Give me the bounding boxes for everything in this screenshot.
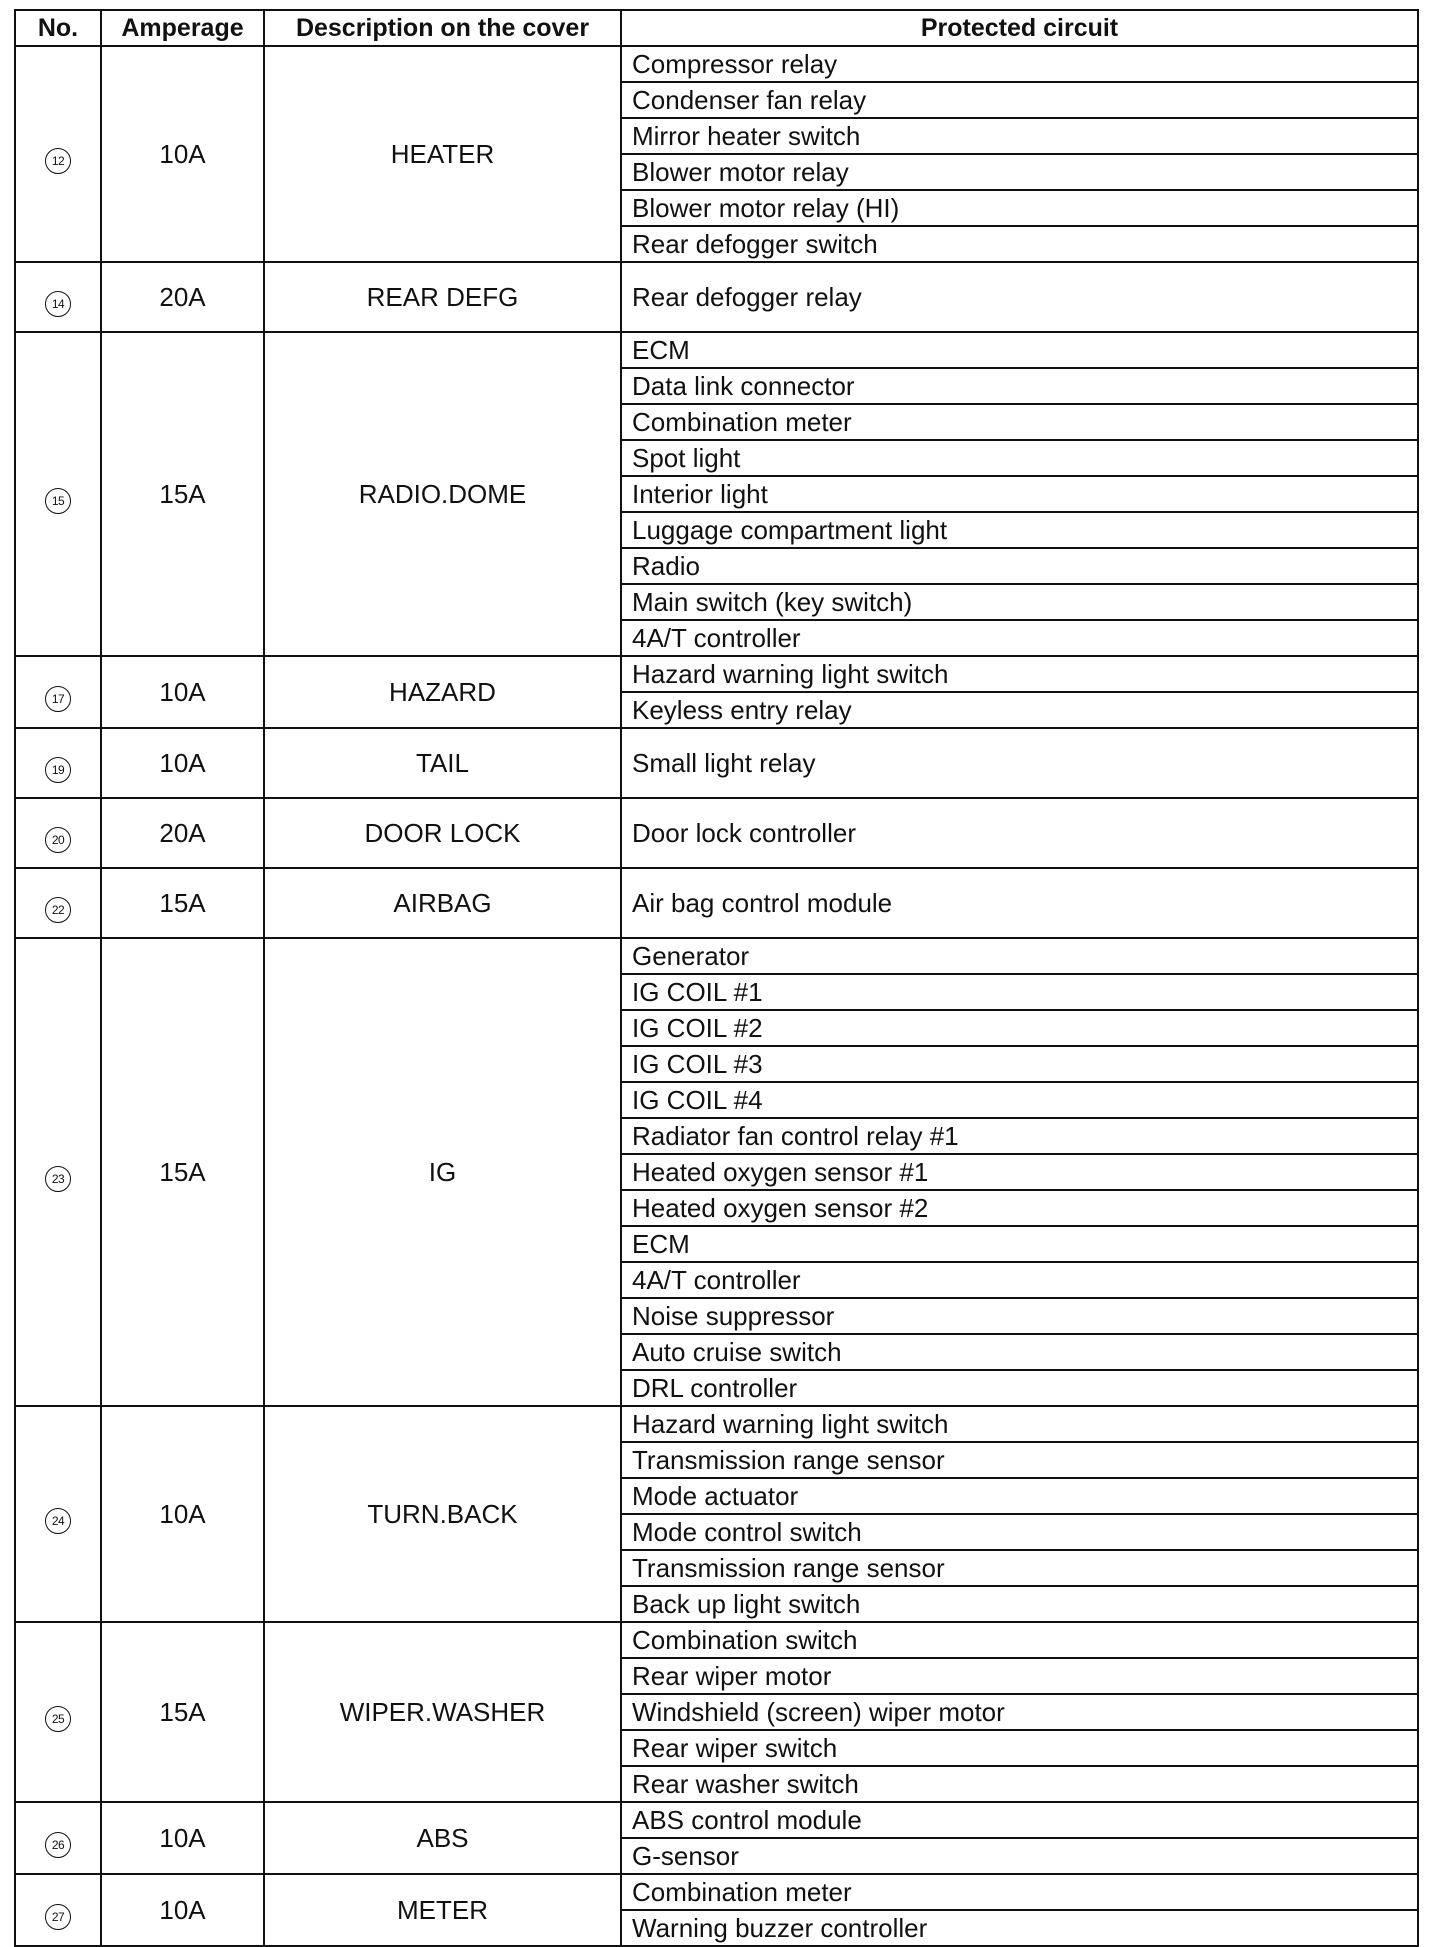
fuse-cover-description: ABS	[264, 1802, 621, 1874]
fuse-number-cell	[15, 1622, 101, 1802]
protected-circuit: DRL controller	[621, 1370, 1418, 1406]
fuse-amperage: 10A	[101, 1874, 264, 1946]
fuse-number-badge: 12	[45, 148, 71, 174]
protected-circuit: 4A/T controller	[621, 1262, 1418, 1298]
fuse-cover-description: TURN.BACK	[264, 1406, 621, 1622]
fuse-row	[15, 262, 1418, 332]
protected-circuit: IG COIL #2	[621, 1010, 1418, 1046]
fuse-amperage: 10A	[101, 1406, 264, 1622]
fuse-amperage: 10A	[101, 46, 264, 262]
protected-circuit: Mirror heater switch	[621, 118, 1418, 154]
fuse-cover-description: TAIL	[264, 728, 621, 798]
protected-circuit: Heated oxygen sensor #1	[621, 1154, 1418, 1190]
fuse-row	[15, 1622, 1418, 1658]
fuse-number-badge: 14	[45, 291, 71, 317]
fuse-number-badge: 26	[45, 1832, 71, 1858]
protected-circuit: Windshield (screen) wiper motor	[621, 1694, 1418, 1730]
fuse-amperage: 10A	[101, 1802, 264, 1874]
header-no: No.	[15, 10, 101, 46]
protected-circuit: Transmission range sensor	[621, 1442, 1418, 1478]
protected-circuit: Generator	[621, 938, 1418, 974]
fuse-row	[15, 1802, 1418, 1838]
fuse-number-badge: 15	[45, 488, 71, 514]
fuse-number-badge: 20	[45, 827, 71, 853]
header-amperage: Amperage	[101, 10, 264, 46]
fuse-row	[15, 656, 1418, 692]
fuse-amperage: 20A	[101, 798, 264, 868]
protected-circuit: ECM	[621, 332, 1418, 368]
protected-circuit: Air bag control module	[621, 868, 1418, 938]
protected-circuit: Rear wiper switch	[621, 1730, 1418, 1766]
header-protected-circuit: Protected circuit	[621, 10, 1418, 46]
protected-circuit: Rear washer switch	[621, 1766, 1418, 1802]
protected-circuit: Radio	[621, 548, 1418, 584]
fuse-amperage: 15A	[101, 1622, 264, 1802]
fuse-number-cell	[15, 798, 101, 868]
protected-circuit: Noise suppressor	[621, 1298, 1418, 1334]
protected-circuit: Back up light switch	[621, 1586, 1418, 1622]
protected-circuit: Blower motor relay	[621, 154, 1418, 190]
fuse-number-cell	[15, 1802, 101, 1874]
fuse-amperage: 20A	[101, 262, 264, 332]
protected-circuit: Mode actuator	[621, 1478, 1418, 1514]
fuse-number-badge: 24	[45, 1508, 71, 1534]
fuse-amperage: 15A	[101, 868, 264, 938]
protected-circuit: 4A/T controller	[621, 620, 1418, 656]
protected-circuit: Interior light	[621, 476, 1418, 512]
protected-circuit: Rear defogger switch	[621, 226, 1418, 262]
fuse-cover-description: HAZARD	[264, 656, 621, 728]
protected-circuit: Radiator fan control relay #1	[621, 1118, 1418, 1154]
fuse-amperage: 10A	[101, 656, 264, 728]
protected-circuit: IG COIL #1	[621, 974, 1418, 1010]
fuse-cover-description: RADIO.DOME	[264, 332, 621, 656]
fuse-number-cell	[15, 728, 101, 798]
fuse-rows	[15, 46, 1418, 1946]
fuse-number-cell	[15, 1406, 101, 1622]
protected-circuit: Combination meter	[621, 404, 1418, 440]
fuse-number-badge: 25	[45, 1706, 71, 1732]
fuse-row	[15, 46, 1418, 82]
fuse-cover-description: REAR DEFG	[264, 262, 621, 332]
fuse-number-badge: 17	[45, 686, 71, 712]
protected-circuit: Door lock controller	[621, 798, 1418, 868]
fuse-cover-description: IG	[264, 938, 621, 1406]
protected-circuit: Small light relay	[621, 728, 1418, 798]
fuse-cover-description: AIRBAG	[264, 868, 621, 938]
fuse-table	[14, 9, 1419, 1947]
fuse-cover-description: HEATER	[264, 46, 621, 262]
fuse-number-cell	[15, 332, 101, 656]
protected-circuit: G-sensor	[621, 1838, 1418, 1874]
protected-circuit: Hazard warning light switch	[621, 1406, 1418, 1442]
protected-circuit: Data link connector	[621, 368, 1418, 404]
fuse-row	[15, 1406, 1418, 1442]
protected-circuit: Condenser fan relay	[621, 82, 1418, 118]
protected-circuit: Spot light	[621, 440, 1418, 476]
fuse-amperage: 15A	[101, 938, 264, 1406]
protected-circuit: Compressor relay	[621, 46, 1418, 82]
protected-circuit: Transmission range sensor	[621, 1550, 1418, 1586]
protected-circuit: ABS control module	[621, 1802, 1418, 1838]
fuse-number-cell	[15, 46, 101, 262]
protected-circuit: Auto cruise switch	[621, 1334, 1418, 1370]
fuse-number-cell	[15, 1874, 101, 1946]
fuse-number-cell	[15, 938, 101, 1406]
fuse-row	[15, 728, 1418, 798]
fuse-row	[15, 868, 1418, 938]
fuse-cover-description: WIPER.WASHER	[264, 1622, 621, 1802]
protected-circuit: Main switch (key switch)	[621, 584, 1418, 620]
protected-circuit: Heated oxygen sensor #2	[621, 1190, 1418, 1226]
protected-circuit: Combination switch	[621, 1622, 1418, 1658]
fuse-row	[15, 798, 1418, 868]
fuse-cover-description: DOOR LOCK	[264, 798, 621, 868]
fuse-amperage: 15A	[101, 332, 264, 656]
header-row	[15, 10, 1418, 46]
fuse-number-cell	[15, 656, 101, 728]
protected-circuit: Luggage compartment light	[621, 512, 1418, 548]
fuse-number-badge: 27	[45, 1904, 71, 1930]
protected-circuit: Rear wiper motor	[621, 1658, 1418, 1694]
protected-circuit: Blower motor relay (HI)	[621, 190, 1418, 226]
fuse-row	[15, 1874, 1418, 1910]
protected-circuit: Hazard warning light switch	[621, 656, 1418, 692]
protected-circuit: Rear defogger relay	[621, 262, 1418, 332]
fuse-row	[15, 332, 1418, 368]
fuse-number-badge: 22	[45, 897, 71, 923]
protected-circuit: Combination meter	[621, 1874, 1418, 1910]
protected-circuit: Mode control switch	[621, 1514, 1418, 1550]
fuse-cover-description: METER	[264, 1874, 621, 1946]
protected-circuit: ECM	[621, 1226, 1418, 1262]
header-description: Description on the cover	[264, 10, 621, 46]
fuse-amperage: 10A	[101, 728, 264, 798]
protected-circuit: IG COIL #3	[621, 1046, 1418, 1082]
fuse-number-badge: 19	[45, 757, 71, 783]
protected-circuit: Keyless entry relay	[621, 692, 1418, 728]
fuse-number-cell	[15, 868, 101, 938]
fuse-number-cell	[15, 262, 101, 332]
protected-circuit: IG COIL #4	[621, 1082, 1418, 1118]
fuse-number-badge: 23	[45, 1166, 71, 1192]
fuse-row	[15, 938, 1418, 974]
protected-circuit: Warning buzzer controller	[621, 1910, 1418, 1946]
